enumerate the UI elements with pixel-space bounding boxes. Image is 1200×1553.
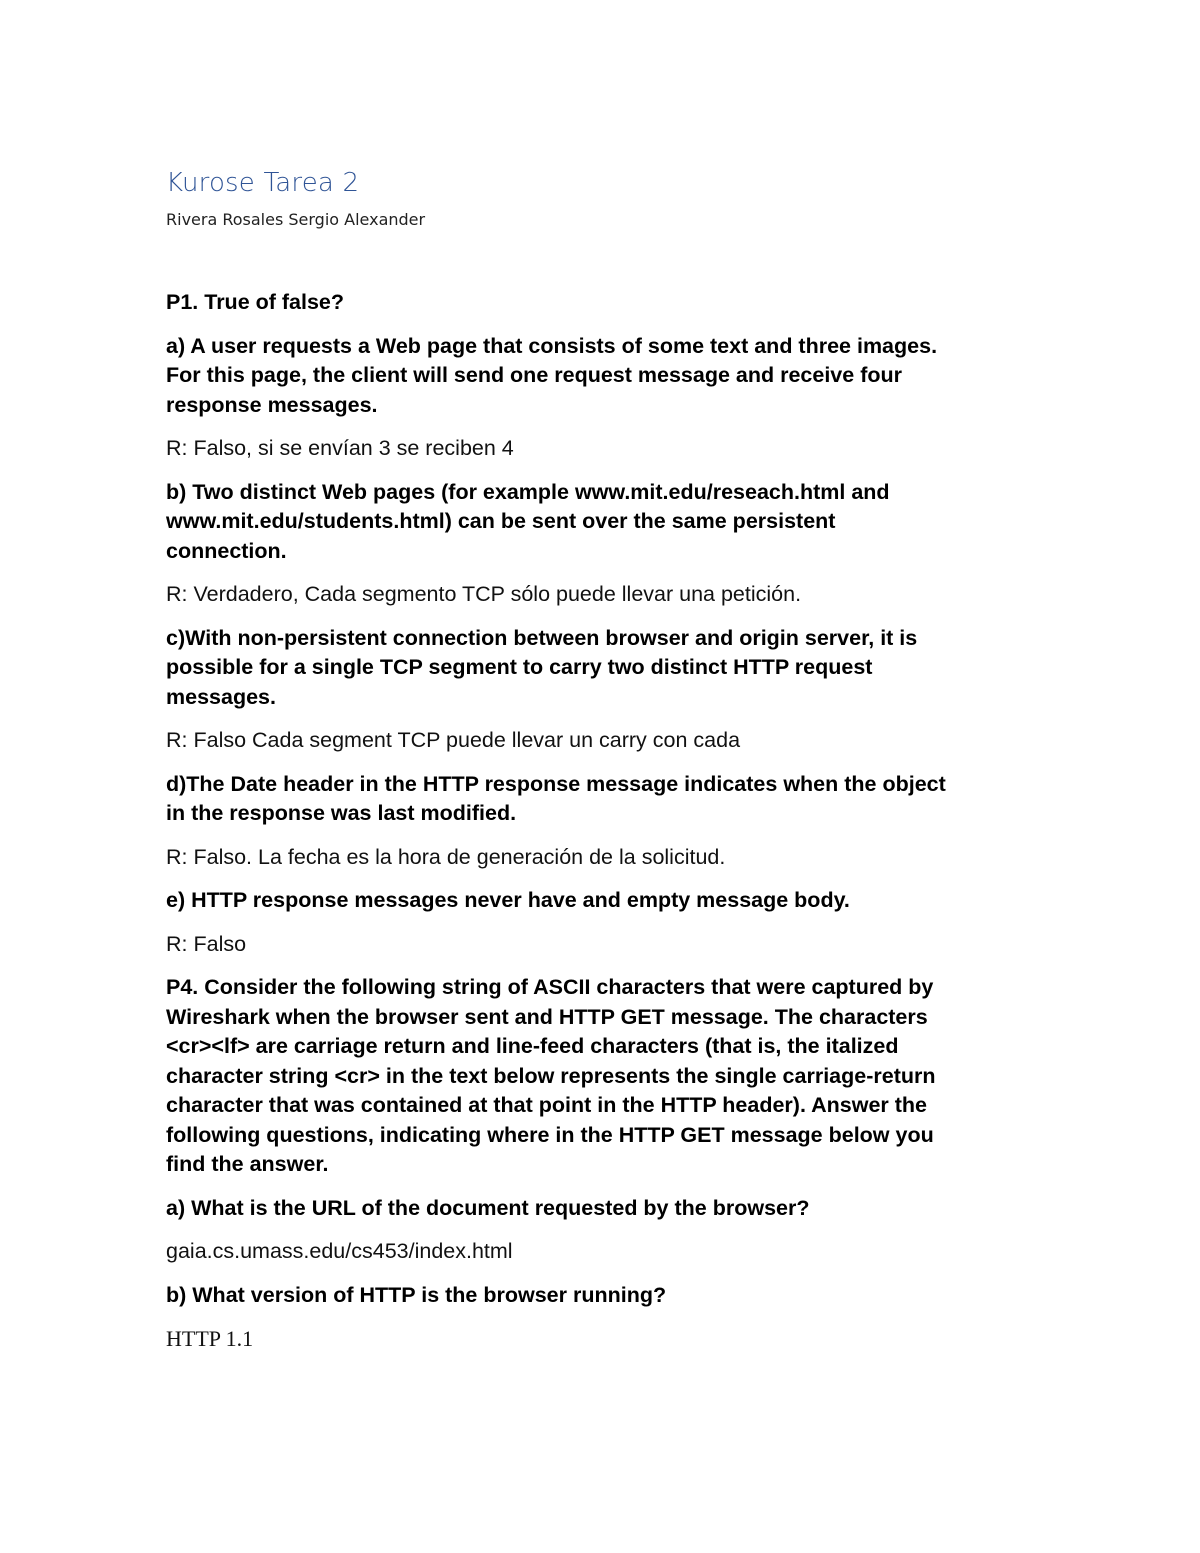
p4-intro: P4. Consider the following string of ASCII characters that were captured by Wireshark when the browser sent and HTTP GET message. The characters <cr><lf> are carriage return and line-feed characters (that is, the italized character string <cr> in the text below represents the single carriage-return character that was contained at that point in the HTTP header). Answer the following questions, indicating where in the HTTP GET message below you find the answer. (166, 975, 936, 1176)
p4-answer-a: gaia.cs.umass.edu/cs453/index.html (166, 1239, 513, 1263)
spacer (166, 232, 1046, 288)
p1-answer-d: R: Falso. La fecha es la hora de generación de la solicitud. (166, 844, 726, 869)
p1-question-d: d)The Date header in the HTTP response message indicates when the object in the response was last modified. (166, 771, 946, 825)
p1-question-e: e) HTTP response messages never have and empty message body. (166, 888, 850, 912)
document-title: Kurose Tarea 2 (166, 168, 360, 198)
p1-heading: P1. True of false? (166, 290, 345, 314)
p1-answer-a: R: Falso, si se envían 3 se reciben 4 (166, 436, 514, 460)
p1-question-b: b) Two distinct Web pages (for example www.mit.edu/reseach.html and www.mit.edu/students.html) can be sent over the same persistent connection. (166, 479, 890, 563)
document-body (166, 164, 1046, 1368)
p1-question-c: c)With non-persistent connection between browser and origin server, it is possible for a single TCP segment to carry two distinct HTTP request messages. (166, 625, 918, 709)
p1-answer-e: R: Falso (166, 931, 247, 956)
p4-answer-b: HTTP 1.1 (166, 1326, 254, 1351)
p1-answer-b: R: Verdadero, Cada segmento TCP sólo puede llevar una petición. (166, 582, 802, 606)
p1-answer-c: R: Falso Cada segment TCP puede llevar un carry con cada (166, 728, 741, 752)
p4-question-b: b) What version of HTTP is the browser running? (166, 1282, 667, 1307)
p4-question-a: a) What is the URL of the document requested by the browser? (166, 1195, 810, 1220)
document-author: Rivera Rosales Sergio Alexander (166, 210, 426, 229)
p1-question-a: a) A user requests a Web page that consists of some text and three images. For this page, the client will send one request message and receive four response messages. (166, 333, 938, 417)
